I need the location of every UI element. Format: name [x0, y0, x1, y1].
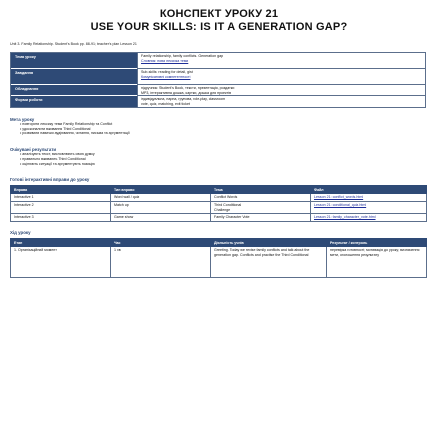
- table-cell: Greeting. Today we revise family conflicts and talk about the generation gap. Conflicts and practise the Third Conditional: [211, 247, 327, 278]
- materials-header-topic: Тема: [211, 186, 311, 194]
- overview-value-forms: [138, 96, 425, 107]
- plan-header-activity: Діяльність учнів: [211, 239, 327, 247]
- page-subtitle: USE YOUR SKILLS: IS IT A GENERATION GAP?: [90, 21, 348, 33]
- page-title: КОНСПЕКТ УРОКУ 21: [159, 8, 279, 20]
- overview-label-tasks: Завдання: [11, 69, 137, 85]
- table-row: [11, 214, 427, 222]
- section-title-results: Очікувані результати: [10, 147, 57, 153]
- overview-labels: [11, 53, 137, 107]
- overview-line: індивідуальна, парна, групова, role-play, classroom: [141, 97, 226, 101]
- materials-header-type: Тип вправи: [111, 186, 211, 194]
- overview-line: підручник: Student's Book, тексти, презентація, роздатки: [141, 86, 235, 90]
- aim-bullet: • розвивати навички аудіювання, читання, письма та аргументації: [20, 131, 428, 136]
- table-row: [11, 202, 427, 214]
- overview-values: [137, 53, 425, 107]
- table-cell: Interactive 1: [11, 194, 111, 202]
- table-cell-line: Challenge: [214, 207, 231, 212]
- table-cell: [211, 202, 311, 214]
- table-cell: Match up: [111, 202, 211, 214]
- aim-bullet: • повторити лексику теми Family Relationship та Conflict: [20, 122, 428, 127]
- table-cell: перевірка готовності; мотивація до уроку; визначення мети, оголошення результату: [327, 247, 427, 278]
- table-cell: Interactive 2: [11, 202, 111, 214]
- lesson-overview-table: [10, 52, 426, 108]
- plan-header-stage: Етап: [11, 239, 111, 247]
- materials-header-row: [11, 186, 427, 194]
- overview-line: Sub-skills: reading for detail, gist: [141, 70, 193, 74]
- overview-label-equipment: Обладнання: [11, 85, 137, 96]
- table-cell: [311, 194, 427, 202]
- plan-header-row: [11, 239, 427, 247]
- section-title-aim: Мета уроку: [10, 117, 35, 122]
- overview-value-topic: [138, 53, 425, 69]
- overview-value-tasks: [138, 69, 425, 85]
- section-title-materials: Готові інтерактивні вправи до уроку: [10, 177, 90, 183]
- table-cell: Family Character Vote: [211, 214, 311, 222]
- plan-header-result: Результат / контроль: [327, 239, 427, 247]
- table-cell: 1. Організаційний момент: [11, 247, 111, 278]
- overview-link-line[interactable]: Комунікативні компетентності: [141, 74, 191, 79]
- overview-line: vote, quiz, matching, exit ticket: [141, 101, 190, 106]
- overview-line: MP3, інтерактивна дошка, картки, дошка для проектів: [141, 90, 232, 95]
- materials-header-exercise: Вправа: [11, 186, 111, 194]
- table-cell: [311, 214, 427, 222]
- overview-value-equipment: [138, 85, 425, 96]
- section-title-plan: Хід уроку: [10, 230, 31, 236]
- result-bullet: • аналізують текст, висловлюють свою думку: [20, 152, 428, 157]
- table-cell: 1 хв: [111, 247, 211, 278]
- overview-label-topic: Тема уроку: [11, 53, 137, 69]
- unit-reference: Unit 3. Family Relationship. Student's Book pp. 88-91; teacher's plan Lesson 21: [10, 42, 137, 46]
- overview-line: Family relationship, family conflicts. Generation gap: [141, 54, 224, 58]
- table-cell: Game show: [111, 214, 211, 222]
- result-bullet: • правильно вживають Third Conditional: [20, 157, 428, 162]
- file-link[interactable]: Lesson 21: conflict_words.html: [314, 195, 364, 200]
- plan-header-time: Час: [111, 239, 211, 247]
- table-cell: [311, 202, 427, 214]
- aim-bullet: • удосконалити вживання Third Conditional: [20, 127, 428, 132]
- file-link[interactable]: Lesson 21: family_character_vote.html: [314, 215, 376, 220]
- table-row: [11, 247, 427, 278]
- result-bullet: • оцінюють ситуації та аргументують позицію: [20, 162, 428, 167]
- overview-link-line[interactable]: Словник: нова лексика теми: [141, 58, 189, 63]
- table-cell-line: Third Conditional: [214, 203, 242, 208]
- table-cell: Interactive 3: [11, 214, 111, 222]
- file-link[interactable]: Lesson 21: conditional_quiz.html: [314, 203, 367, 208]
- materials-table: [10, 185, 427, 222]
- table-row: [11, 194, 427, 202]
- table-cell: Conflict Words: [211, 194, 311, 202]
- overview-label-forms: Форми роботи: [11, 96, 137, 107]
- lesson-plan-table: [10, 238, 427, 278]
- table-cell: Word wall / quiz: [111, 194, 211, 202]
- materials-header-file: Файл: [311, 186, 427, 194]
